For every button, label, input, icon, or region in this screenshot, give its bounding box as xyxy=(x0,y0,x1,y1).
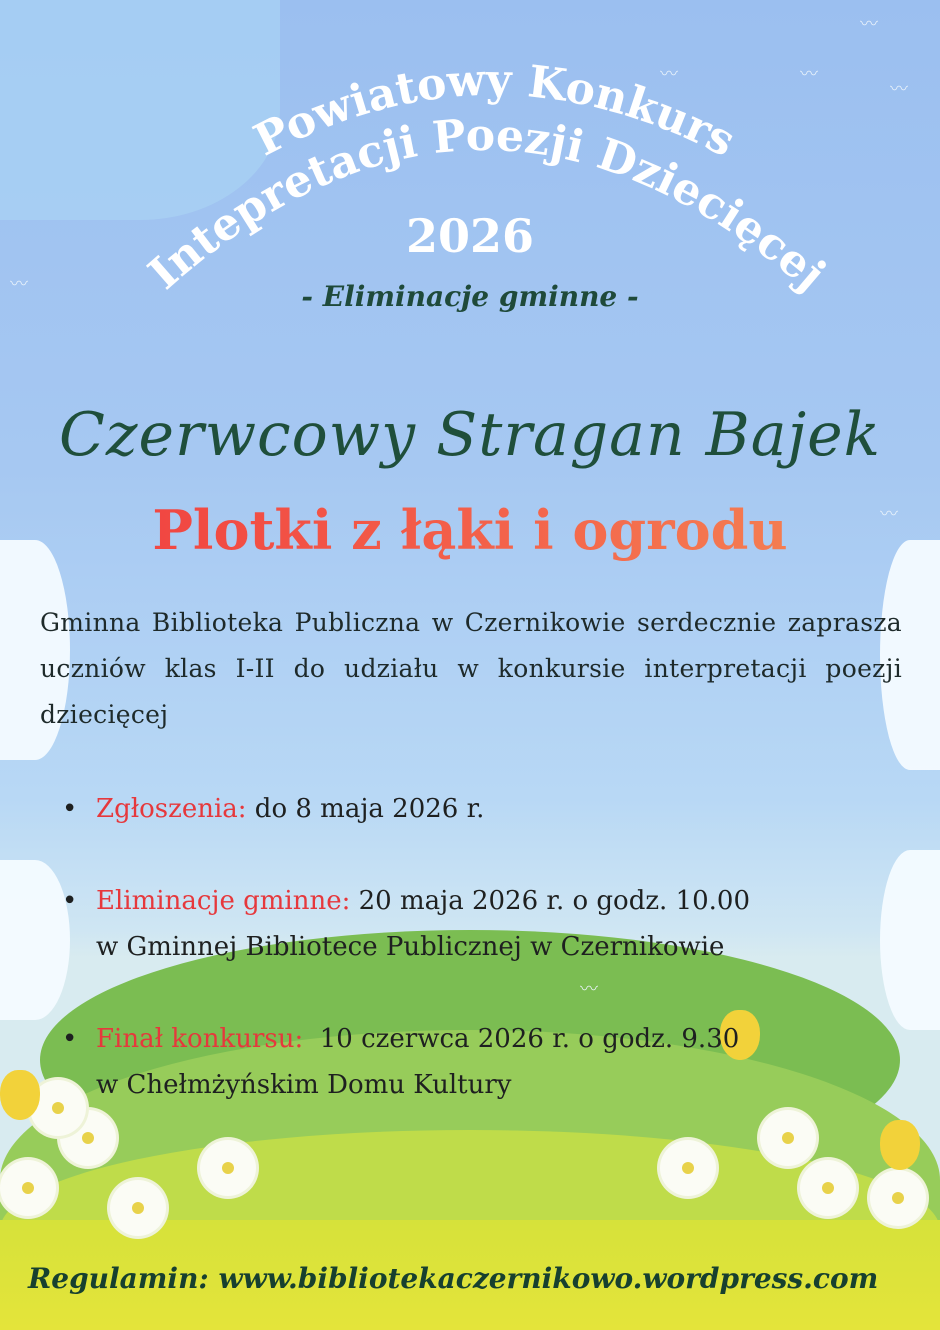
item-label: Eliminacje gminne: xyxy=(96,886,351,916)
title-line-1: Powiatowy Konkurs xyxy=(246,54,744,168)
tulip-icon xyxy=(0,1070,40,1120)
bullet-icon: • xyxy=(62,1024,78,1054)
seagull-icon: 〰 xyxy=(880,504,898,525)
seagull-icon: 〰 xyxy=(860,14,878,35)
flower-icon xyxy=(870,1170,926,1226)
subtitle: - Eliminacje gminne - xyxy=(301,280,639,313)
seagull-icon: 〰 xyxy=(890,79,908,100)
list-item-registration xyxy=(62,786,902,832)
seagull-icon: 〰 xyxy=(660,64,678,85)
rules-link[interactable]: Regulamin: www.bibliotekaczernikowo.wordpress.com xyxy=(28,1262,879,1295)
flower-icon xyxy=(110,1180,166,1236)
seagull-icon: 〰 xyxy=(10,274,28,295)
flower-icon xyxy=(800,1160,856,1216)
item-text: 10 czerwca 2026 r. o godz. 9.30 xyxy=(303,1024,740,1054)
intro-paragraph: Gminna Biblioteka Publiczna w Czernikowie serdecznie zaprasza uczniów klas I-II do udziału w konkursie interpretacji poezji dziecięcej xyxy=(40,608,902,729)
item-location: w Gminnej Bibliotece Publicznej w Czernikowie xyxy=(96,932,725,962)
item-label: Zgłoszenia: xyxy=(96,794,247,824)
seagull-icon: 〰 xyxy=(580,979,598,1000)
flower-icon xyxy=(0,1160,56,1216)
bullet-icon: • xyxy=(62,886,78,916)
cloud-lower-left xyxy=(0,860,70,1020)
item-label: Finał konkursu: xyxy=(96,1024,304,1054)
seagull-icon: 〰 xyxy=(800,64,818,85)
bullet-icon: • xyxy=(62,794,78,824)
list-item-final xyxy=(62,1016,902,1108)
title-year: 2026 xyxy=(405,209,535,263)
item-text: 20 maja 2026 r. o godz. 10.00 xyxy=(350,886,751,916)
item-text: do 8 maja 2026 r. xyxy=(246,794,485,824)
event-title: Czerwcowy Stragan Bajek xyxy=(58,400,881,470)
topic-title: Plotki z łąki i ogrodu xyxy=(0,498,940,562)
item-location: w Chełmżyńskim Domu Kultury xyxy=(96,1070,512,1100)
title-line-2: Intepretacji Poezji Dziecięcej xyxy=(139,109,835,301)
details-list xyxy=(62,786,902,1154)
list-item-eliminations xyxy=(62,878,902,970)
